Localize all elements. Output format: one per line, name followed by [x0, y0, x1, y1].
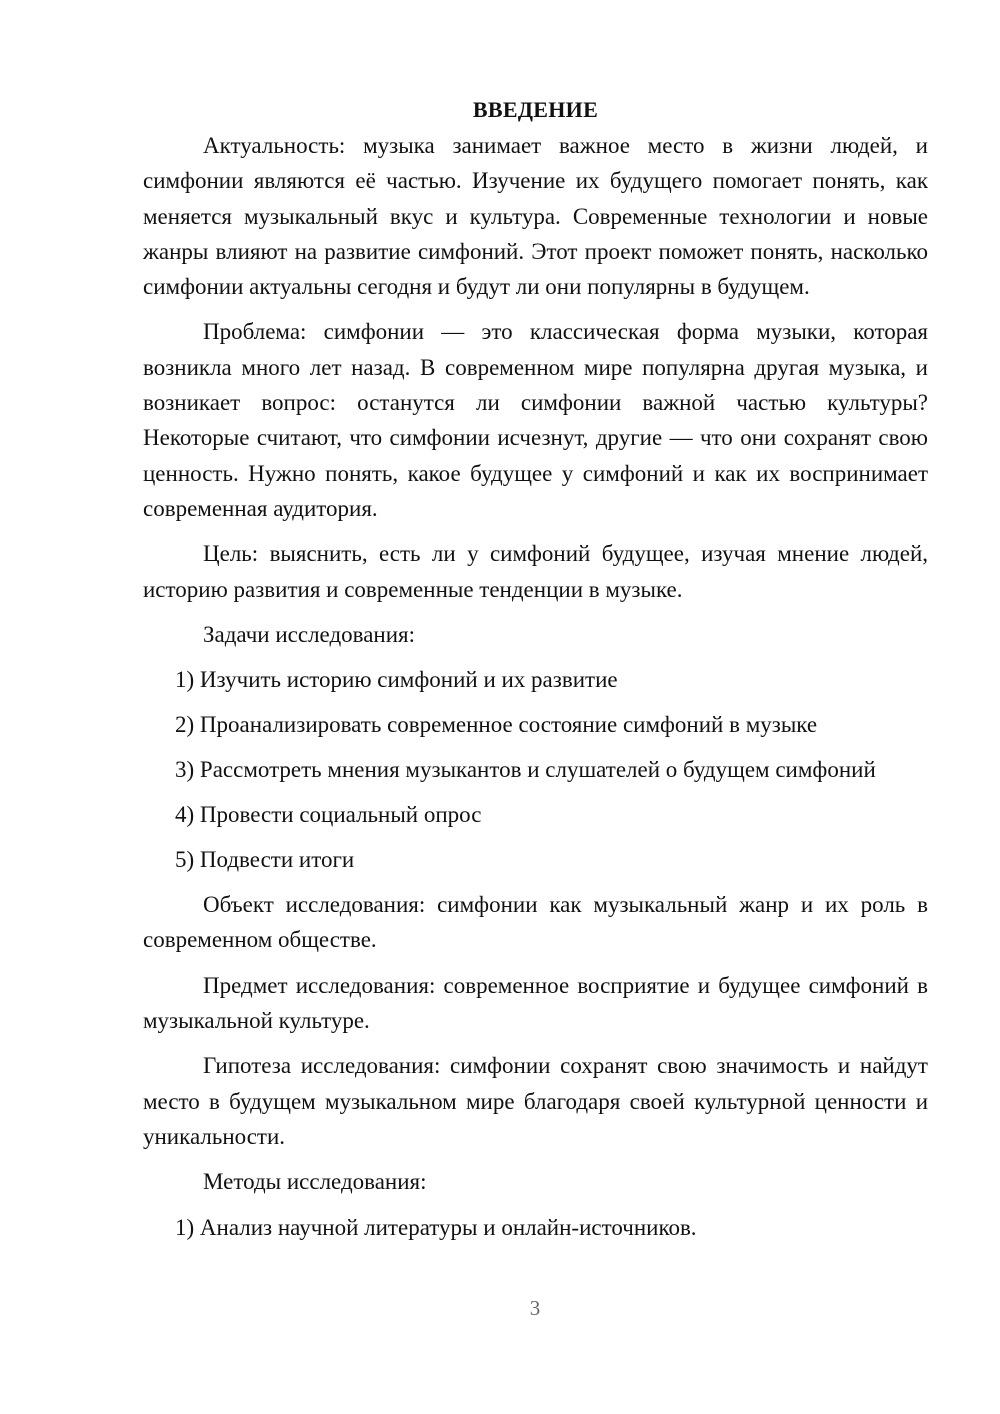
document-page	[143, 94, 928, 1255]
task-item: 4) Провести социальный опрос	[175, 802, 482, 828]
problem-paragraph: Проблема: симфонии — это классическая форма музыки, которая возникла много лет назад. В современном мире популярна другая музыка, и возникает вопрос: останутся ли симфонии важной частью культуры? Некоторые считают, что симфонии исчезнут, другие — что они сохранят свою ценность. Нужно понять, какое будущее у симфоний и как их воспринимает современная аудитория.	[143, 319, 928, 521]
task-item: 1) Изучить историю симфоний и их развитие	[175, 667, 618, 693]
task-item: 5) Подвести итоги	[175, 847, 355, 873]
task-item: 2) Проанализировать современное состояние симфоний в музыке	[175, 712, 818, 738]
methods-heading: Методы исследования:	[203, 1169, 427, 1195]
hypothesis-paragraph: Гипотеза исследования: симфонии сохранят свою значимость и найдут место в будущем музыкальном мире благодаря своей культурной ценности и уникальности.	[143, 1053, 928, 1149]
task-item: 3) Рассмотреть мнения музыкантов и слушателей о будущем симфоний	[175, 757, 876, 783]
method-item: 1) Анализ научной литературы и онлайн-источников.	[175, 1214, 697, 1240]
page-number: 3	[529, 1296, 541, 1320]
goal-paragraph: Цель: выяснить, есть ли у симфоний будущее, изучая мнение людей, историю развития и современные тенденции в музыке.	[143, 541, 928, 602]
tasks-heading: Задачи исследования:	[203, 621, 416, 647]
section-title: ВВЕДЕНИЕ	[472, 97, 599, 122]
subject-paragraph: Предмет исследования: современное восприятие и будущее симфоний в музыкальной культуре.	[143, 972, 928, 1034]
object-paragraph: Объект исследования: симфонии как музыкальный жанр и их роль в современном обществе.	[143, 892, 928, 953]
relevance-paragraph: Актуальность: музыка занимает важное место в жизни людей, и симфонии являются её частью. Изучение их будущего помогает понять, как меняется музыкальный вкус и культура. Современные технологии и новые жанры влияют на развитие симфоний. Этот проект поможет понять, насколько симфонии актуальны сегодня и будут ли они популярны в будущем.	[143, 133, 928, 300]
